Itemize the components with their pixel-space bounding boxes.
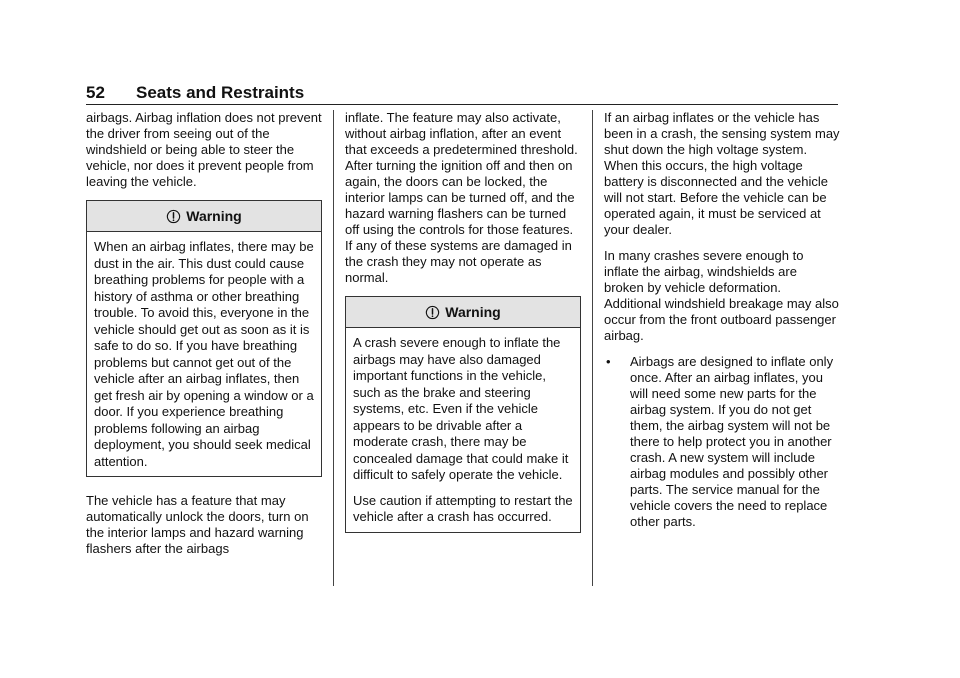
paragraph: In many crashes severe enough to inflate the airbag, windshields are broken by vehicle deformation. Additional windshield breakage may also occur from the front outboard passenger airbag. <box>604 248 839 343</box>
paragraph: airbags. Airbag inflation does not prevent the driver from seeing out of the windshield or being able to steer the vehicle, nor does it prevent people from leaving the vehicle. <box>86 110 322 189</box>
warning-icon <box>166 209 181 224</box>
bullet-item <box>604 354 840 530</box>
paragraph: If an airbag inflates or the vehicle has been in a crash, the sensing system may shut down the high voltage system. When this occurs, the high voltage battery is disconnected and the vehicle will not start. Before the vehicle can be operated again, it must be serviced at your dealer. <box>604 110 840 237</box>
paragraph: inflate. The feature may also activate, without airbag inflation, after an event that exceeds a predetermined threshold. After turning the ignition off and then on again, the doors can be locked, the interior lamps can be turned off, and the hazard warning flashers can be turned off using the controls for those features. If any of these systems are damaged in the crash they may not operate as normal. <box>345 110 578 285</box>
warning-title: Warning <box>445 304 501 320</box>
warning-text: A crash severe enough to inflate the airbags may have also damaged important functions in the vehicle, such as the brake and steering systems, etc. Even if the vehicle appears to be drivable after a moderate crash, there may be concealed damage that could make it difficult to safely operate the vehicle. <box>353 335 569 482</box>
warning-header <box>346 297 580 328</box>
paragraph: The vehicle has a feature that may automatically unlock the doors, turn on the interior lamps and hazard warning flashers after the airbags <box>86 493 309 556</box>
warning-body <box>346 328 580 532</box>
bullet-text: Airbags are designed to inflate only once. After an airbag inflates, you will need some new parts for the airbag system. If you do not get them, the airbag system will not be there to help protect you in another crash. A new system will include airbag modules and possibly other parts. The service manual for the vehicle covers the need to replace other parts. <box>630 354 834 529</box>
column-divider-right <box>592 110 593 586</box>
column-left <box>86 110 322 567</box>
section-title: Seats and Restraints <box>136 83 305 102</box>
warning-body <box>87 232 321 476</box>
column-middle <box>345 110 581 549</box>
warning-title: Warning <box>186 208 242 224</box>
column-divider-left <box>333 110 334 586</box>
warning-icon <box>425 305 440 320</box>
warning-header <box>87 201 321 232</box>
page-header <box>86 83 838 105</box>
warning-box <box>345 296 581 533</box>
warning-text: Use caution if attempting to restart the vehicle after a crash has occurred. <box>353 492 573 524</box>
warning-box <box>86 200 322 477</box>
warning-text: When an airbag inflates, there may be dust in the air. This dust could cause breathing problems for people with a history of asthma or other breathing trouble. To avoid this, everyone in the vehicle should get out as soon as it is safe to do so. If you have breathing problems but cannot get out of the vehicle after an airbag inflates, then get fresh air by opening a window or a door. If you experience breathing problems following an airbag deployment, you should seek medical attention. <box>94 239 314 469</box>
page-number: 52 <box>86 83 105 102</box>
header-divider <box>86 104 838 105</box>
bullet-mark: • <box>606 354 611 369</box>
column-right <box>604 110 840 530</box>
